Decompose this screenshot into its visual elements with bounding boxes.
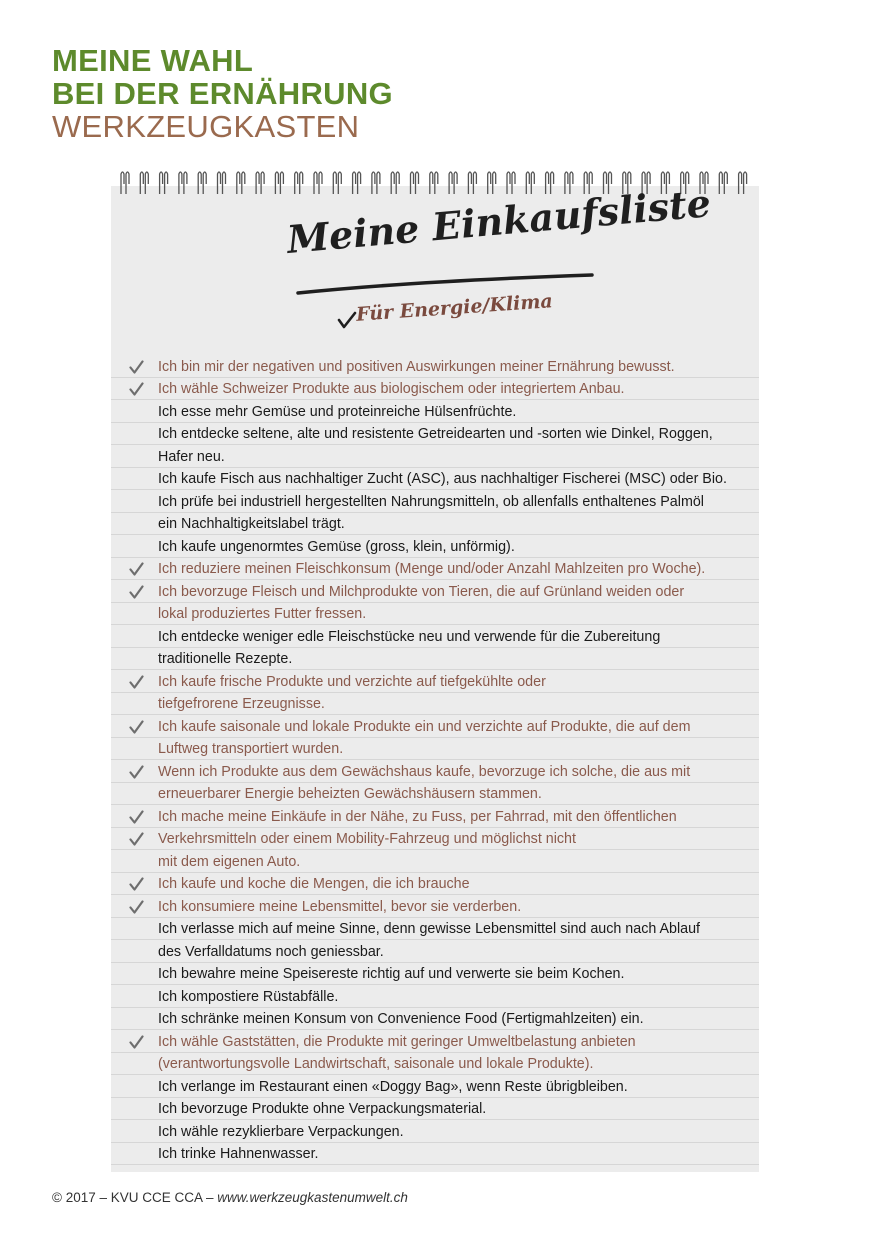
checklist-item-text: Ich schränke meinen Konsum von Convenience Food (Fertigmahlzeiten) ein. [158, 1011, 644, 1027]
checklist-row [111, 805, 759, 828]
checklist-item-text: Ich wähle rezyklierbare Verpackungen. [158, 1123, 404, 1140]
header-line-3: WERKZEUGKASTEN [52, 109, 360, 144]
checklist-item-text: Ich bewahre meine Speisereste richtig auf und verwerte sie beim Kochen. [158, 966, 625, 982]
check-icon [129, 382, 144, 396]
checklist-row [111, 760, 759, 783]
spiral-ring-icon [739, 172, 747, 194]
spiral-ring-icon [372, 172, 380, 194]
checklist-row [111, 850, 759, 873]
spiral-ring-icon [198, 172, 206, 194]
checklist-item-text: Ich trinke Hahnenwasser. [158, 1146, 319, 1162]
checklist-row [111, 445, 759, 468]
check-icon [129, 900, 144, 914]
checklist-item-text: Ich kaufe ungenormtes Gemüse (gross, klein, unförmig). [158, 538, 515, 555]
spiral-ring-icon [353, 172, 361, 194]
spiral-ring-icon [179, 172, 187, 194]
checklist-item-text: Verkehrsmitteln oder einem Mobility-Fahrzeug und möglichst nicht [158, 831, 576, 847]
checklist-item-text: Ich entdecke seltene, alte und resistente Getreidearten und -sorten wie Dinkel, Roggen, [158, 426, 713, 442]
checklist-item-text: Ich wähle Schweizer Produkte aus biologischem oder integriertem Anbau. [158, 381, 625, 397]
checklist-item-text: Ich kaufe Fisch aus nachhaltiger Zucht (ASC), aus nachhaltiger Fischerei (MSC) oder Bio. [158, 471, 727, 487]
checklist-item-text: (verantwortungsvolle Landwirtschaft, saisonale und lokale Produkte). [158, 1056, 594, 1072]
checklist-item-text: lokal produziertes Futter fressen. [158, 606, 367, 622]
spiral-ring-icon [507, 172, 515, 194]
checklist-item-text: Ich bevorzuge Fleisch und Milchprodukte von Tieren, die auf Grünland weiden oder [158, 583, 685, 600]
checklist-item-text: Ich kompostiere Rüstabfälle. [158, 988, 339, 1005]
checklist-row [111, 513, 759, 536]
checklist-row [111, 783, 759, 806]
checklist-row [111, 490, 759, 513]
check-icon [129, 832, 144, 846]
checklist-item-text: Ich mache meine Einkäufe in der Nähe, zu Fuss, per Fahrrad, mit den öffentlichen [158, 808, 677, 825]
check-icon [129, 675, 144, 689]
spiral-ring-icon [218, 172, 226, 194]
spiral-ring-icon [719, 172, 727, 194]
checklist-row [111, 1008, 759, 1031]
checklist-row [111, 1098, 759, 1121]
header-line-1: MEINE WAHL [52, 43, 254, 78]
checklist-item-text: des Verfalldatums noch geniessbar. [158, 943, 384, 960]
checklist-item-text: Hafer neu. [158, 448, 225, 465]
spiral-ring-icon [391, 172, 399, 194]
spiral-ring-icon [333, 172, 341, 194]
checklist-item-text: erneuerbarer Energie beheizten Gewächshäusern stammen. [158, 786, 542, 802]
check-icon [129, 720, 144, 734]
spiral-ring-icon [565, 172, 573, 194]
checklist-row [111, 940, 759, 963]
checklist-item-text: Wenn ich Produkte aus dem Gewächshaus kaufe, bevorzuge ich solche, die aus mit [158, 763, 691, 780]
check-icon [129, 1035, 144, 1049]
checklist-row [111, 828, 759, 851]
header-line-2: BEI DER ERNÄHRUNG [52, 76, 393, 111]
checklist-item-text: Ich wähle Gaststätten, die Produkte mit geringer Umweltbelastung anbieten [158, 1033, 636, 1050]
checklist-row [111, 625, 759, 648]
checklist-item-text: Ich kaufe und koche die Mengen, die ich brauche [158, 876, 470, 892]
checklist [111, 355, 759, 1165]
checklist-row [111, 738, 759, 761]
checklist-row [111, 918, 759, 941]
checklist-item-text: Ich esse mehr Gemüse und proteinreiche Hülsenfrüchte. [158, 403, 517, 420]
checklist-item-text: Ich prüfe bei industriell hergestellten Nahrungsmitteln, ob allenfalls enthaltenes Palmöl [158, 493, 704, 510]
checklist-row [111, 963, 759, 986]
checklist-item-text: Ich verlasse mich auf meine Sinne, denn gewisse Lebensmittel sind auch nach Ablauf [158, 921, 701, 937]
checklist-item-text: Ich reduziere meinen Fleischkonsum (Menge und/oder Anzahl Mahlzeiten pro Woche). [158, 561, 706, 577]
checklist-row [111, 580, 759, 603]
list-title-area [111, 180, 759, 335]
checklist-item-text: Ich kaufe saisonale und lokale Produkte ein und verzichte auf Produkte, die auf dem [158, 718, 691, 735]
checklist-row [111, 715, 759, 738]
checklist-item-text: mit dem eigenen Auto. [158, 853, 301, 870]
checklist-row [111, 895, 759, 918]
checklist-row [111, 873, 759, 896]
check-icon [129, 810, 144, 824]
checklist-row [111, 400, 759, 423]
check-icon [129, 585, 144, 599]
checklist-item-text: Ich konsumiere meine Lebensmittel, bevor sie verderben. [158, 898, 522, 915]
checklist-item-text: Ich bevorzuge Produkte ohne Verpackungsmaterial. [158, 1101, 487, 1117]
page-header [52, 44, 393, 143]
spiral-ring-icon [526, 172, 534, 194]
checklist-row [111, 535, 759, 558]
checklist-item-text: Ich bin mir der negativen und positiven Auswirkungen meiner Ernährung bewusst. [158, 358, 675, 375]
list-title: Meine Einkaufsliste [285, 180, 713, 262]
checklist-row [111, 558, 759, 581]
spiral-ring-icon [295, 172, 303, 194]
checklist-item-text: Ich verlange im Restaurant einen «Doggy Bag», wenn Reste übrigbleiben. [158, 1078, 628, 1095]
checklist-row [111, 1120, 759, 1143]
checklist-row [111, 468, 759, 491]
checklist-row [111, 1053, 759, 1076]
checklist-row [111, 985, 759, 1008]
check-icon [129, 562, 144, 576]
list-subtitle: Für Energie/Klima [355, 290, 554, 326]
footer-url: www.werkzeugkastenumwelt.ch [217, 1190, 408, 1205]
checklist-row [111, 378, 759, 401]
checklist-item-text: Ich entdecke weniger edle Fleischstücke neu und verwende für die Zubereitung [158, 628, 661, 645]
checklist-row [111, 423, 759, 446]
spiral-ring-icon [430, 172, 438, 194]
spiral-ring-icon [314, 172, 322, 194]
checklist-row [111, 1143, 759, 1166]
check-icon [129, 360, 144, 374]
spiral-ring-icon [411, 172, 419, 194]
checklist-row [111, 670, 759, 693]
checklist-row [111, 1030, 759, 1053]
spiral-ring-icon [449, 172, 457, 194]
checklist-row [111, 648, 759, 671]
spiral-ring-icon [546, 172, 554, 194]
spiral-ring-icon [256, 172, 264, 194]
spiral-ring-icon [275, 172, 283, 194]
check-icon [129, 765, 144, 779]
footer [52, 1190, 408, 1205]
checklist-row [111, 693, 759, 716]
checklist-row [111, 603, 759, 626]
spiral-ring-icon [468, 172, 476, 194]
checklist-item-text: Ich kaufe frische Produkte und verzichte auf tiefgekühlte oder [158, 673, 546, 690]
check-icon [129, 877, 144, 891]
checklist-item-text: tiefgefrorene Erzeugnisse. [158, 696, 325, 712]
spiral-ring-icon [237, 172, 245, 194]
checklist-item-text: traditionelle Rezepte. [158, 651, 293, 667]
checklist-item-text: ein Nachhaltigkeitslabel trägt. [158, 516, 345, 532]
spiral-ring-icon [488, 172, 496, 194]
subtitle-check-icon [337, 311, 357, 329]
spiral-ring-icon [140, 172, 148, 194]
checklist-row [111, 355, 759, 378]
footer-copyright: © 2017 – KVU CCE CCA – [52, 1190, 218, 1205]
spiral-ring-icon [160, 172, 168, 194]
checklist-item-text: Luftweg transportiert wurden. [158, 741, 344, 757]
spiral-ring-icon [121, 172, 129, 194]
checklist-row [111, 1075, 759, 1098]
